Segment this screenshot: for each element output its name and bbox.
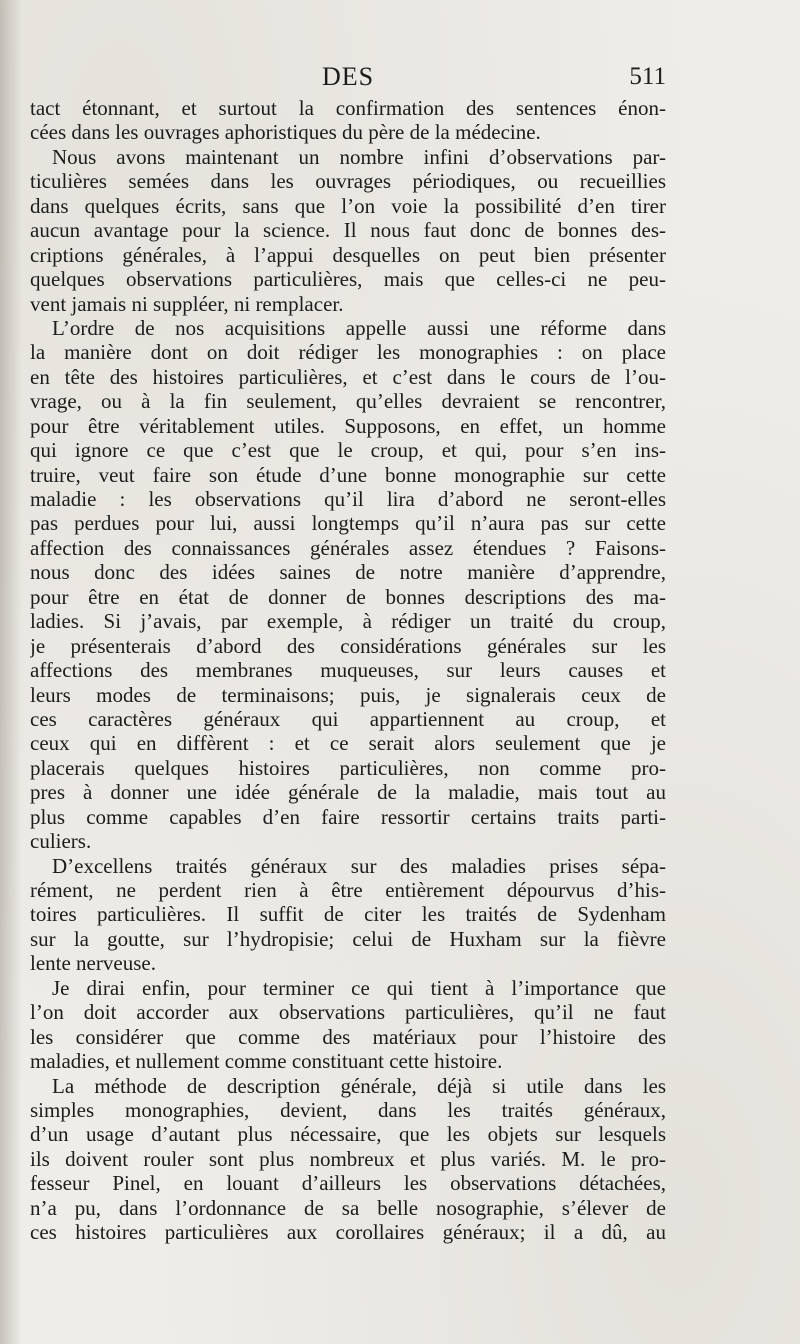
text-line: tact étonnant, et surtout la confirmation des sentences énon-	[30, 96, 666, 120]
text-line: pour être en état de donner de bonnes descriptions des ma-	[30, 584, 666, 609]
text-line: lente nerveuse.	[30, 951, 156, 976]
text-line: les considérer que comme des matériaux pour l’histoire des	[30, 1024, 666, 1049]
text-line: la manière dont on doit rédiger les monographies : on place	[30, 340, 666, 365]
text-line: simples monographies, devient, dans les traités généraux,	[30, 1097, 666, 1122]
text-line: maladie : les observations qu’il lira d’abord ne seront-elles	[30, 487, 666, 511]
text-line: ladies. Si j’avais, par exemple, à rédiger un traité du croup,	[30, 609, 666, 634]
text-line: truire, veut faire son étude d’une bonne monographie sur cette	[30, 462, 666, 487]
text-line: dans quelques écrits, sans que l’on voie la possibilité d’en tirer	[30, 193, 666, 218]
text-line: affection des connaissances générales assez étendues ? Faisons-	[30, 535, 666, 560]
text-line: pres à donner une idée générale de la maladie, mais tout au	[30, 780, 666, 805]
text-line: culiers.	[30, 829, 92, 854]
text-line: l’on doit accorder aux observations particulières, qu’il ne faut	[30, 1000, 666, 1025]
text-line: placerais quelques histoires particulières, non comme pro-	[30, 755, 666, 780]
text-line: affections des membranes muqueuses, sur leurs causes et	[30, 658, 666, 683]
text-line: L’ordre de nos acquisitions appelle aussi une réforme dans	[52, 315, 666, 340]
text-line: Nous avons maintenant un nombre infini d’observations par-	[52, 144, 666, 169]
text-line: en tête des histoires particulières, et c’est dans le cours de l’ou-	[30, 364, 666, 389]
text-line: ils doivent rouler sont plus nombreux et plus variés. M. le pro-	[30, 1146, 666, 1171]
text-line: rément, ne perdent rien à être entièrement dépourvus d’his-	[30, 878, 666, 902]
text-line: plus comme capables d’en faire ressortir certains traits parti-	[30, 804, 666, 829]
text-line: qui ignore ce que c’est que le croup, et qui, pour s’en ins-	[30, 438, 666, 463]
text-line: nous donc des idées saines de notre manière d’apprendre,	[30, 560, 666, 585]
text-line: aucun avantage pour la science. Il nous faut donc de bonnes des-	[30, 218, 666, 243]
text-line: sur la goutte, sur l’hydropisie; celui de Huxham sur la fièvre	[30, 926, 666, 951]
text-line: ticulières semées dans les ouvrages périodiques, ou recueillies	[30, 169, 666, 194]
text-line: D’excellens traités généraux sur des maladies prises sépa-	[52, 853, 666, 878]
text-line: d’un usage d’autant plus nécessaire, que les objets sur lesquels	[30, 1122, 666, 1147]
text-line: vrage, ou à la fin seulement, qu’elles devraient se rencontrer,	[30, 389, 666, 414]
text-line: criptions générales, à l’appui desquelles on peut bien présenter	[30, 242, 666, 267]
text-line: vent jamais ni suppléer, ni remplacer.	[30, 291, 344, 316]
text-line: toires particulières. Il suffit de citer les traités de Sydenham	[30, 902, 666, 927]
running-head-title: DES	[321, 62, 375, 91]
text-line: leurs modes de terminaisons; puis, je signalerais ceux de	[30, 682, 666, 707]
text-line: La méthode de description générale, déjà si utile dans les	[52, 1073, 666, 1098]
text-line: je présenterais d’abord des considérations générales sur les	[30, 633, 666, 658]
text-line: cées dans les ouvrages aphoristiques du père de la médecine.	[30, 120, 541, 145]
text-line: maladies, et nullement comme constituant cette histoire.	[30, 1049, 503, 1074]
text-line: ceux qui en diffèrent : et ce serait alors seulement que je	[30, 731, 666, 756]
text-line: fesseur Pinel, en louant d’ailleurs les observations détachées,	[30, 1171, 666, 1196]
body-text	[30, 96, 666, 1245]
text-line: quelques observations particulières, mais que celles-ci ne peu-	[30, 267, 666, 292]
text-line: ces histoires particulières aux corollaires généraux; il a dû, au	[30, 1220, 666, 1245]
text-line: pour être véritablement utiles. Supposons, en effet, un homme	[30, 413, 666, 438]
binding-gutter-shadow	[0, 0, 22, 1344]
running-head	[30, 62, 666, 94]
text-line: Je dirai enfin, pour terminer ce qui tient à l’importance que	[52, 975, 666, 1000]
text-line: ces caractères généraux qui appartiennent au croup, et	[30, 706, 666, 731]
page-number: 511	[629, 63, 666, 90]
text-line: n’a pu, dans l’ordonnance de sa belle nosographie, s’élever de	[30, 1195, 666, 1220]
text-line: pas perdues pour lui, aussi longtemps qu’il n’aura pas sur cette	[30, 511, 666, 536]
